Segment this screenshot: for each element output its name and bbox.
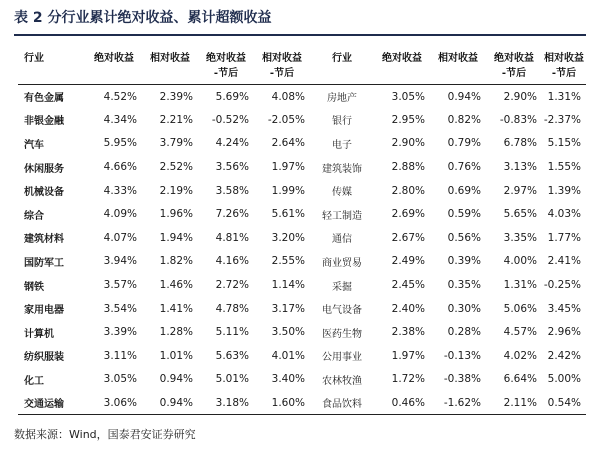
value-cell: 0.76% bbox=[447, 161, 481, 174]
value-cell: 3.05% bbox=[391, 90, 425, 103]
industry-name-cell: 电气设备 bbox=[322, 305, 362, 317]
value-cell: 2.96% bbox=[547, 326, 581, 339]
value-cell: 3.58% bbox=[215, 184, 249, 197]
value-cell: 2.19% bbox=[159, 184, 193, 197]
value-cell: -0.38% bbox=[443, 373, 481, 386]
industry-name-cell: 食品饮料 bbox=[310, 391, 374, 415]
value-cell: 0.54% bbox=[542, 391, 586, 415]
value-cell: -0.25% bbox=[543, 279, 581, 292]
value-cell: 4.09% bbox=[103, 208, 137, 221]
industry-name-cell: 汽车 bbox=[24, 139, 44, 151]
industry-name-cell: 纺织服装 bbox=[24, 352, 64, 364]
value-cell: 4.00% bbox=[503, 255, 537, 268]
value-cell: 4.08% bbox=[271, 90, 305, 103]
value-cell: 4.33% bbox=[103, 184, 137, 197]
value-cell: 0.94% bbox=[447, 90, 481, 103]
header-abs-lag: 绝对收益 bbox=[206, 53, 246, 64]
industry-name-cell: 国防军工 bbox=[24, 257, 64, 269]
table-row bbox=[18, 179, 586, 203]
table-row bbox=[18, 368, 586, 392]
industry-name-cell: 休闲服务 bbox=[24, 163, 64, 175]
value-cell: 1.60% bbox=[254, 391, 310, 415]
value-cell: 3.17% bbox=[271, 302, 305, 315]
value-cell: 2.64% bbox=[271, 137, 305, 150]
value-cell: 1.97% bbox=[271, 161, 305, 174]
value-cell: 4.34% bbox=[103, 113, 137, 126]
table-row bbox=[18, 297, 586, 321]
industry-name-cell: 电子 bbox=[332, 139, 352, 151]
value-cell: 5.06% bbox=[503, 302, 537, 315]
header-subrow bbox=[18, 64, 586, 85]
value-cell: 1.28% bbox=[159, 326, 193, 339]
value-cell: 3.94% bbox=[103, 255, 137, 268]
table-row bbox=[18, 85, 586, 109]
industry-name-cell: 房地产 bbox=[327, 93, 357, 105]
value-cell: -1.62% bbox=[430, 391, 486, 415]
industry-name-cell: 轻工制造 bbox=[322, 210, 362, 222]
value-cell: 1.82% bbox=[159, 255, 193, 268]
value-cell: 3.18% bbox=[198, 391, 254, 415]
value-cell: 3.57% bbox=[103, 279, 137, 292]
value-cell: 5.61% bbox=[271, 208, 305, 221]
value-cell: 2.45% bbox=[391, 279, 425, 292]
value-cell: 3.20% bbox=[271, 231, 305, 244]
table-row bbox=[18, 320, 586, 344]
value-cell: 0.94% bbox=[159, 373, 193, 386]
value-cell: 3.05% bbox=[103, 373, 137, 386]
industry-name-cell: 非银金融 bbox=[24, 116, 64, 128]
industry-name-cell: 银行 bbox=[332, 116, 352, 128]
value-cell: 1.31% bbox=[503, 279, 537, 292]
value-cell: 1.94% bbox=[159, 231, 193, 244]
value-cell: 1.55% bbox=[547, 161, 581, 174]
value-cell: 3.56% bbox=[215, 161, 249, 174]
value-cell: 2.11% bbox=[486, 391, 542, 415]
value-cell: 1.72% bbox=[391, 373, 425, 386]
value-cell: 2.72% bbox=[215, 279, 249, 292]
value-cell: 2.90% bbox=[503, 90, 537, 103]
header-rel-2: 相对收益 bbox=[438, 53, 478, 64]
header-lag-suffix: -节后 bbox=[542, 64, 586, 85]
value-cell: 0.79% bbox=[447, 137, 481, 150]
value-cell: 0.82% bbox=[447, 113, 481, 126]
value-cell: 2.97% bbox=[503, 184, 537, 197]
table-row bbox=[18, 250, 586, 274]
value-cell: 2.21% bbox=[159, 113, 193, 126]
value-cell: 4.24% bbox=[215, 137, 249, 150]
industry-name-cell: 交通运输 bbox=[18, 391, 86, 415]
header-lag-suffix: -节后 bbox=[254, 64, 310, 85]
value-cell: 0.69% bbox=[447, 184, 481, 197]
value-cell: 2.52% bbox=[159, 161, 193, 174]
value-cell: 0.59% bbox=[447, 208, 481, 221]
value-cell: 4.02% bbox=[503, 349, 537, 362]
value-cell: 2.88% bbox=[391, 161, 425, 174]
header-lag-suffix: -节后 bbox=[486, 64, 542, 85]
value-cell: 0.56% bbox=[447, 231, 481, 244]
value-cell: 1.31% bbox=[547, 90, 581, 103]
value-cell: 4.16% bbox=[215, 255, 249, 268]
value-cell: 3.54% bbox=[103, 302, 137, 315]
value-cell: 0.46% bbox=[374, 391, 430, 415]
value-cell: 2.38% bbox=[391, 326, 425, 339]
value-cell: 1.99% bbox=[271, 184, 305, 197]
value-cell: 6.78% bbox=[503, 137, 537, 150]
value-cell: 2.42% bbox=[547, 349, 581, 362]
value-cell: 4.07% bbox=[103, 231, 137, 244]
industry-name-cell: 建筑材料 bbox=[24, 234, 64, 246]
header-industry: 行业 bbox=[24, 53, 44, 64]
value-cell: -0.13% bbox=[443, 349, 481, 362]
header-rel: 相对收益 bbox=[150, 53, 190, 64]
returns-table bbox=[18, 40, 586, 415]
value-cell: 4.81% bbox=[215, 231, 249, 244]
value-cell: 5.95% bbox=[103, 137, 137, 150]
value-cell: 5.15% bbox=[547, 137, 581, 150]
value-cell: 1.77% bbox=[547, 231, 581, 244]
header-abs: 绝对收益 bbox=[94, 53, 134, 64]
value-cell: 3.40% bbox=[271, 373, 305, 386]
table-row bbox=[18, 132, 586, 156]
table-row bbox=[18, 202, 586, 226]
table-row bbox=[18, 344, 586, 368]
industry-name-cell: 计算机 bbox=[24, 328, 54, 340]
industry-name-cell: 有色金属 bbox=[24, 93, 64, 105]
table-row bbox=[18, 108, 586, 132]
value-cell: 3.13% bbox=[503, 161, 537, 174]
value-cell: 4.66% bbox=[103, 161, 137, 174]
industry-name-cell: 传媒 bbox=[332, 187, 352, 199]
value-cell: 2.49% bbox=[391, 255, 425, 268]
value-cell: 0.30% bbox=[447, 302, 481, 315]
industry-name-cell: 机械设备 bbox=[24, 187, 64, 199]
table-row bbox=[18, 391, 586, 415]
value-cell: 2.55% bbox=[271, 255, 305, 268]
value-cell: 6.64% bbox=[503, 373, 537, 386]
value-cell: 3.45% bbox=[547, 302, 581, 315]
value-cell: 2.80% bbox=[391, 184, 425, 197]
value-cell: 4.03% bbox=[547, 208, 581, 221]
source-note: 数据来源：Wind，国泰君安证券研究 bbox=[14, 428, 196, 441]
industry-name-cell: 钢铁 bbox=[24, 281, 44, 293]
header-industry-2: 行业 bbox=[332, 53, 352, 64]
value-cell: 7.26% bbox=[215, 208, 249, 221]
industry-name-cell: 建筑装饰 bbox=[322, 163, 362, 175]
table-row bbox=[18, 155, 586, 179]
value-cell: 2.41% bbox=[547, 255, 581, 268]
industry-name-cell: 通信 bbox=[332, 234, 352, 246]
industry-name-cell: 公用事业 bbox=[322, 352, 362, 364]
industry-name-cell: 医药生物 bbox=[322, 328, 362, 340]
industry-name-cell: 化工 bbox=[24, 375, 44, 387]
industry-name-cell: 农林牧渔 bbox=[322, 375, 362, 387]
value-cell: 5.11% bbox=[215, 326, 249, 339]
table-title: 表 2 分行业累计绝对收益、累计超额收益 bbox=[14, 10, 272, 26]
value-cell: -0.83% bbox=[499, 113, 537, 126]
value-cell: -2.05% bbox=[267, 113, 305, 126]
header-abs-2: 绝对收益 bbox=[382, 53, 422, 64]
value-cell: 1.96% bbox=[159, 208, 193, 221]
value-cell: -2.37% bbox=[543, 113, 581, 126]
header-abs-lag-2: 绝对收益 bbox=[494, 53, 534, 64]
header-rel-lag-2: 相对收益 bbox=[544, 53, 584, 64]
header-lag-suffix: -节后 bbox=[198, 64, 254, 85]
value-cell: 5.00% bbox=[547, 373, 581, 386]
title-divider bbox=[14, 34, 586, 36]
value-cell: 1.01% bbox=[159, 349, 193, 362]
value-cell: 3.35% bbox=[503, 231, 537, 244]
value-cell: 2.95% bbox=[391, 113, 425, 126]
value-cell: 1.97% bbox=[391, 349, 425, 362]
value-cell: 1.46% bbox=[159, 279, 193, 292]
value-cell: 2.69% bbox=[391, 208, 425, 221]
industry-name-cell: 采掘 bbox=[332, 281, 352, 293]
industry-name-cell: 商业贸易 bbox=[322, 257, 362, 269]
industry-name-cell: 综合 bbox=[24, 210, 44, 222]
value-cell: 5.01% bbox=[215, 373, 249, 386]
value-cell: 3.79% bbox=[159, 137, 193, 150]
value-cell: 4.01% bbox=[271, 349, 305, 362]
value-cell: 2.39% bbox=[159, 90, 193, 103]
value-cell: 4.57% bbox=[503, 326, 537, 339]
value-cell: -0.52% bbox=[211, 113, 249, 126]
table-row bbox=[18, 273, 586, 297]
value-cell: 0.28% bbox=[447, 326, 481, 339]
value-cell: 3.06% bbox=[86, 391, 142, 415]
value-cell: 4.78% bbox=[215, 302, 249, 315]
value-cell: 4.52% bbox=[103, 90, 137, 103]
value-cell: 2.40% bbox=[391, 302, 425, 315]
value-cell: 3.39% bbox=[103, 326, 137, 339]
value-cell: 1.39% bbox=[547, 184, 581, 197]
value-cell: 5.63% bbox=[215, 349, 249, 362]
value-cell: 5.65% bbox=[503, 208, 537, 221]
value-cell: 5.69% bbox=[215, 90, 249, 103]
value-cell: 1.41% bbox=[159, 302, 193, 315]
header-row bbox=[18, 40, 586, 64]
value-cell: 2.67% bbox=[391, 231, 425, 244]
value-cell: 0.39% bbox=[447, 255, 481, 268]
value-cell: 0.35% bbox=[447, 279, 481, 292]
value-cell: 1.14% bbox=[271, 279, 305, 292]
value-cell: 2.90% bbox=[391, 137, 425, 150]
table-row bbox=[18, 226, 586, 250]
value-cell: 3.50% bbox=[271, 326, 305, 339]
value-cell: 0.94% bbox=[142, 391, 198, 415]
value-cell: 3.11% bbox=[103, 349, 137, 362]
industry-name-cell: 家用电器 bbox=[24, 305, 64, 317]
header-rel-lag: 相对收益 bbox=[262, 53, 302, 64]
